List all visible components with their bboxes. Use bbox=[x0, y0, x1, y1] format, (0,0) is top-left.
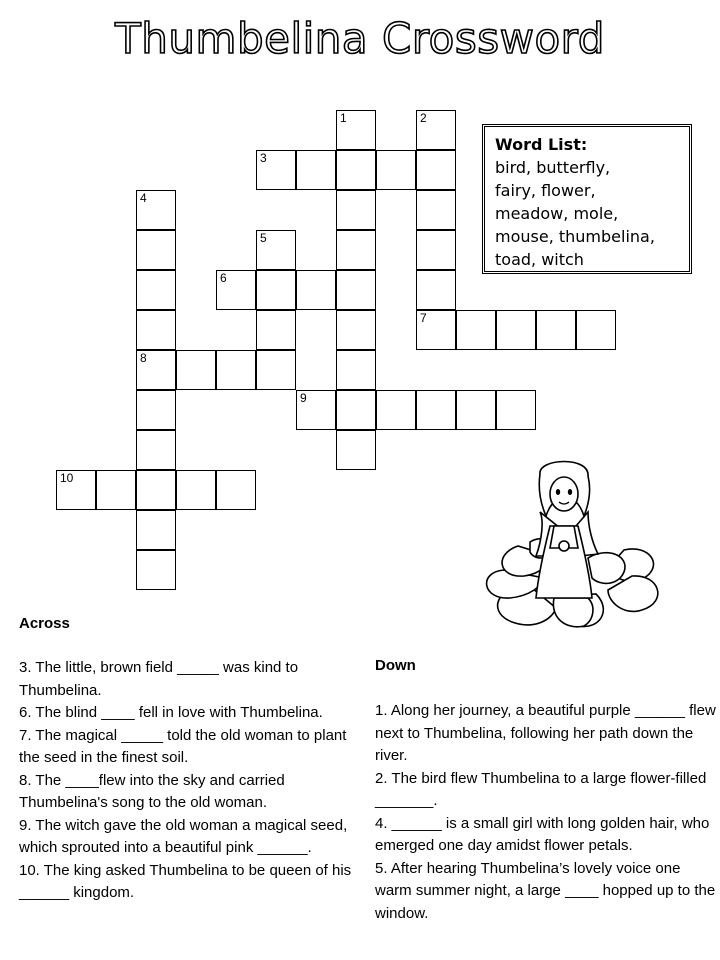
grid-cell[interactable] bbox=[336, 390, 376, 430]
eye-shape bbox=[556, 489, 560, 495]
grid-cell[interactable] bbox=[416, 110, 456, 150]
down-clues bbox=[375, 700, 720, 925]
grid-cell[interactable] bbox=[136, 470, 176, 510]
down-clue-1: 1. Along her journey, a beautiful purple ______ flew next to Thumbelina, following her path down the river. bbox=[375, 702, 716, 764]
page-title: Thumbelina Crossword bbox=[115, 14, 605, 63]
word-list-box bbox=[482, 124, 692, 274]
down-clue-2: 2. The bird flew Thumbelina to a large flower-filled _______. bbox=[375, 769, 707, 809]
grid-cell[interactable] bbox=[336, 110, 376, 150]
thumbelina-illustration bbox=[484, 460, 674, 630]
grid-cell[interactable] bbox=[336, 430, 376, 470]
grid-cell[interactable] bbox=[256, 150, 296, 190]
across-heading: Across bbox=[19, 615, 70, 632]
clue-number: 9 bbox=[300, 391, 307, 405]
flower-in-hands bbox=[559, 541, 569, 551]
grid-cell[interactable] bbox=[416, 190, 456, 230]
clue-number: 4 bbox=[140, 191, 147, 205]
clue-number: 7 bbox=[420, 311, 427, 325]
grid-cell[interactable] bbox=[416, 230, 456, 270]
grid-cell[interactable] bbox=[216, 470, 256, 510]
clue-number: 6 bbox=[220, 271, 227, 285]
down-clue-5: 5. After hearing Thumbelina’s lovely voice one warm summer night, a large ____ hopped up to the window. bbox=[375, 859, 716, 922]
word-list-line: fairy, flower, bbox=[495, 181, 596, 200]
eye-shape bbox=[568, 489, 572, 495]
grid-cell[interactable] bbox=[136, 550, 176, 590]
word-list-line: toad, witch bbox=[495, 250, 584, 269]
across-clue-8: 8. The ____flew into the sky and carried Thumbelina's song to the old woman. bbox=[19, 771, 285, 811]
petal-shape bbox=[588, 553, 625, 584]
grid-cell[interactable] bbox=[216, 270, 256, 310]
grid-cell[interactable] bbox=[136, 350, 176, 390]
grid-cell[interactable] bbox=[416, 390, 456, 430]
grid-cell[interactable] bbox=[136, 430, 176, 470]
clue-number: 10 bbox=[60, 471, 74, 485]
across-clue-9: 9. The witch gave the old woman a magical seed, which sprouted into a beautiful pink ______. bbox=[19, 816, 348, 856]
grid-cell[interactable] bbox=[336, 230, 376, 270]
grid-cell[interactable] bbox=[576, 310, 616, 350]
grid-cell[interactable] bbox=[256, 270, 296, 310]
grid-cell[interactable] bbox=[296, 150, 336, 190]
across-clue-7: 7. The magical _____ told the old woman to plant the seed in the finest soil. bbox=[19, 726, 347, 766]
grid-cell[interactable] bbox=[256, 310, 296, 350]
grid-cell[interactable] bbox=[536, 310, 576, 350]
across-clue-6: 6. The blind ____ fell in love with Thumbelina. bbox=[19, 704, 323, 721]
face-shape bbox=[550, 477, 578, 511]
grid-cell[interactable] bbox=[336, 310, 376, 350]
grid-cell[interactable] bbox=[216, 350, 256, 390]
grid-cell[interactable] bbox=[136, 310, 176, 350]
grid-cell[interactable] bbox=[496, 310, 536, 350]
clue-number: 3 bbox=[260, 151, 267, 165]
word-list-line: meadow, mole, bbox=[495, 204, 619, 223]
grid-cell[interactable] bbox=[416, 150, 456, 190]
word-list-line: mouse, thumbelina, bbox=[495, 227, 655, 246]
grid-cell[interactable] bbox=[136, 510, 176, 550]
grid-cell[interactable] bbox=[296, 270, 336, 310]
grid-cell[interactable] bbox=[256, 350, 296, 390]
grid-cell[interactable] bbox=[416, 310, 456, 350]
grid-cell[interactable] bbox=[336, 150, 376, 190]
clue-number: 5 bbox=[260, 231, 267, 245]
across-clue-10: 10. The king asked Thumbelina to be queen of his ______ kingdom. bbox=[19, 861, 352, 901]
grid-cell[interactable] bbox=[136, 390, 176, 430]
grid-cell[interactable] bbox=[96, 470, 136, 510]
grid-cell[interactable] bbox=[376, 390, 416, 430]
grid-cell[interactable] bbox=[456, 390, 496, 430]
across-clues bbox=[19, 657, 359, 905]
grid-cell[interactable] bbox=[176, 470, 216, 510]
grid-cell[interactable] bbox=[136, 270, 176, 310]
petal-shape bbox=[553, 598, 593, 627]
grid-cell[interactable] bbox=[416, 270, 456, 310]
clue-number: 8 bbox=[140, 351, 147, 365]
grid-cell[interactable] bbox=[336, 350, 376, 390]
grid-cell[interactable] bbox=[336, 270, 376, 310]
word-list-heading: Word List: bbox=[495, 135, 588, 154]
grid-cell[interactable] bbox=[296, 390, 336, 430]
grid-cell[interactable] bbox=[136, 230, 176, 270]
clue-number: 2 bbox=[420, 111, 427, 125]
down-heading: Down bbox=[375, 657, 416, 674]
grid-cell[interactable] bbox=[456, 310, 496, 350]
word-list-line: bird, butterfly, bbox=[495, 158, 611, 177]
grid-cell[interactable] bbox=[256, 230, 296, 270]
across-clue-3: 3. The little, brown field _____ was kind to Thumbelina. bbox=[19, 659, 299, 699]
grid-cell[interactable] bbox=[376, 150, 416, 190]
down-clue-4: 4. ______ is a small girl with long golden hair, who emerged one day amidst flower petals. bbox=[375, 814, 710, 854]
grid-cell[interactable] bbox=[56, 470, 96, 510]
clue-number: 1 bbox=[340, 111, 347, 125]
grid-cell[interactable] bbox=[336, 190, 376, 230]
grid-cell[interactable] bbox=[496, 390, 536, 430]
grid-cell[interactable] bbox=[176, 350, 216, 390]
grid-cell[interactable] bbox=[136, 190, 176, 230]
